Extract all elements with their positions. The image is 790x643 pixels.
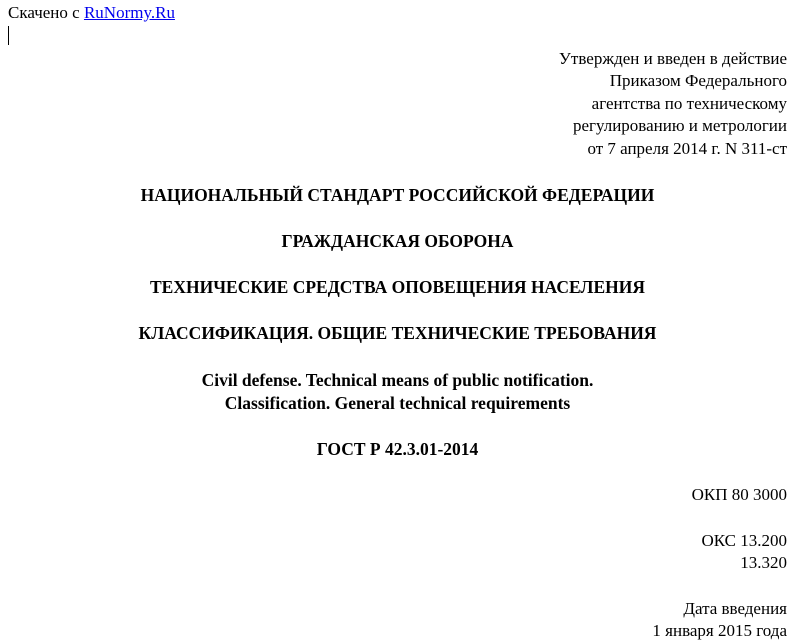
gost-number: ГОСТ Р 42.3.01-2014 xyxy=(316,439,479,459)
source-line xyxy=(8,3,175,23)
introduction-date xyxy=(652,598,787,643)
okp-code xyxy=(692,484,787,506)
classification-title: КЛАССИФИКАЦИЯ. ОБЩИЕ ТЕХНИЧЕСКИЕ ТРЕБОВАНИЯ xyxy=(138,323,657,343)
oks-code-line: 13.320 xyxy=(740,553,787,573)
civil-defense-title: ГРАЖДАНСКАЯ ОБОРОНА xyxy=(281,231,514,251)
english-title xyxy=(0,369,790,415)
approval-line: Утвержден и введен в действие xyxy=(558,49,787,68)
approval-line: агентства по техническому xyxy=(591,93,787,113)
oks-code-line: ОКС 13.200 xyxy=(701,531,787,550)
approval-line: Приказом Федерального xyxy=(609,71,787,91)
english-title-line: Civil defense. Technical means of public notification. xyxy=(201,370,594,390)
text-cursor xyxy=(8,26,9,45)
introduction-label: Дата введения xyxy=(683,599,787,618)
english-title-line: Classification. General technical requirements xyxy=(224,393,571,413)
oks-code xyxy=(701,530,787,575)
approval-block xyxy=(559,48,787,160)
approval-line: регулированию и метрологии xyxy=(572,116,787,136)
approval-line: от 7 апреля 2014 г. N 311-ст xyxy=(587,138,787,158)
runormy-link[interactable]: RuNormy.Ru xyxy=(83,3,175,22)
source-prefix: Скачено с xyxy=(8,3,84,22)
okp-code-text: ОКП 80 3000 xyxy=(691,485,787,504)
introduction-date-value: 1 января 2015 года xyxy=(652,621,787,641)
national-standard-title: НАЦИОНАЛЬНЫЙ СТАНДАРТ РОССИЙСКОЙ ФЕДЕРАЦИИ xyxy=(140,185,655,205)
technical-means-title: ТЕХНИЧЕСКИЕ СРЕДСТВА ОПОВЕЩЕНИЯ НАСЕЛЕНИЯ xyxy=(150,277,645,297)
